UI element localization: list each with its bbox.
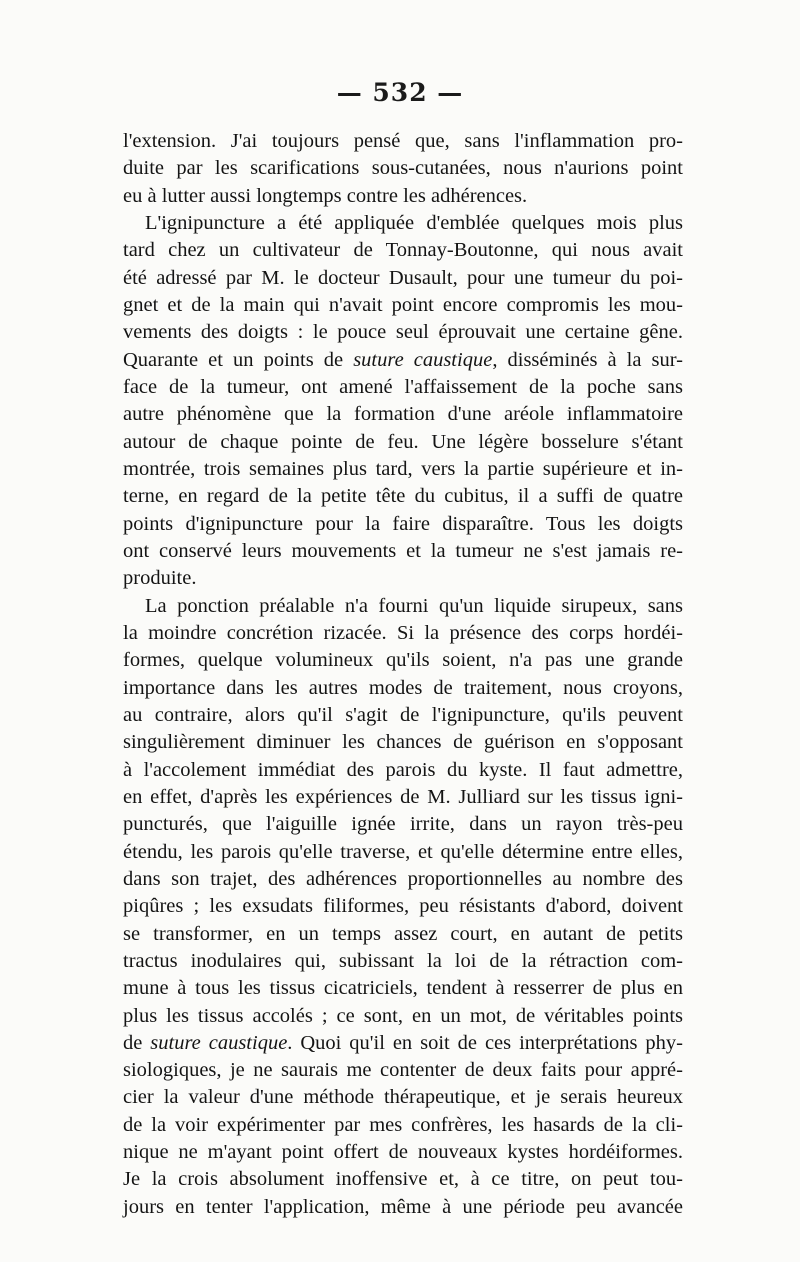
text-line: se transformer, en un temps assez court, en autant de petits [123, 922, 683, 945]
text-line: jours en tenter l'application, même à une période peu avancée [123, 1195, 683, 1218]
text-line: tard chez un cultivateur de Tonnay-Boutonne, qui nous avait [123, 239, 683, 262]
text-line: formes, quelque volumineux qu'ils soient, n'a pas une grande [123, 649, 683, 672]
text-line: tractus inodulaires qui, subissant la loi de la rétraction com- [123, 949, 683, 972]
text-line: l'extension. J'ai toujours pensé que, sans l'inflammation pro- [123, 130, 683, 152]
text-line: dans son trajet, des adhérences proportionnelles au nombre des [123, 867, 683, 890]
text-line: vements des doigts : le pouce seul éprouvait une certaine gêne. [123, 321, 683, 344]
text-line: produite. [123, 567, 197, 590]
text-line: duite par les scarifications sous-cutanées, nous n'aurions point [123, 157, 683, 180]
text-line: gnet et de la main qui n'avait point encore compromis les mou- [123, 293, 683, 316]
text-line: la moindre concrétion rizacée. Si la présence des corps hordéi- [123, 621, 683, 644]
text-line: autre phénomène que la formation d'une aréole inflammatoire [123, 403, 683, 426]
text-line: terne, en regard de la petite tête du cubitus, il a suffi de quatre [123, 485, 683, 508]
text-line: en effet, d'après les expériences de M. Julliard sur les tissus igni- [123, 785, 683, 808]
page-number-header: — 532 — [336, 78, 464, 107]
text-line: eu à lutter aussi longtemps contre les adhérences. [123, 184, 528, 207]
text-line: plus les tissus accolés ; ce sont, en un mot, de véritables points [123, 1004, 683, 1027]
text-line: piqûres ; les exsudats filiformes, peu résistants d'abord, doivent [123, 895, 683, 918]
text-line: points d'ignipuncture pour la faire disparaître. Tous les doigts [123, 512, 683, 535]
text-line: montrée, trois semaines plus tard, vers la partie supérieure et in- [123, 457, 683, 480]
text-line: au contraire, alors qu'il s'agit de l'ignipuncture, qu'ils peuvent [123, 703, 683, 726]
text-line: mune à tous les tissus cicatriciels, tendent à resserrer de plus en [123, 977, 683, 1000]
text-line: La ponction préalable n'a fourni qu'un liquide sirupeux, sans [145, 594, 683, 617]
body-text [123, 128, 683, 1221]
text-line: été adressé par M. le docteur Dusault, pour une tumeur du poi- [123, 266, 683, 289]
text-line: à l'accolement immédiat des parois du kyste. Il faut admettre, [123, 758, 683, 781]
text-line: nique ne m'ayant point offert de nouveaux kystes hordéiformes. [123, 1141, 683, 1164]
text-line: Je la crois absolument inoffensive et, à ce titre, on peut tou- [123, 1168, 683, 1191]
text-line: ont conservé leurs mouvements et la tumeur ne s'est jamais re- [123, 539, 683, 562]
text-line: de la voir expérimenter par mes confrères, les hasards de la cli- [123, 1113, 683, 1136]
text-line: de suture caustique. Quoi qu'il en soit de ces interprétations phy- [123, 1031, 683, 1054]
text-line: face de la tumeur, ont amené l'affaissement de la poche sans [123, 375, 683, 398]
text-line: Quarante et un points de suture caustique, disséminés à la sur- [123, 348, 684, 371]
text-line: étendu, les parois qu'elle traverse, et qu'elle détermine entre elles, [123, 840, 683, 863]
text-line: autour de chaque pointe de feu. Une légère bosselure s'étant [123, 430, 683, 453]
text-line: importance dans les autres modes de traitement, nous croyons, [123, 676, 683, 699]
text-line: puncturés, que l'aiguille ignée irrite, dans un rayon très-peu [123, 813, 683, 836]
text-line: singulièrement diminuer les chances de guérison en s'opposant [123, 731, 683, 754]
text-line: siologiques, je ne saurais me contenter de deux faits pour appré- [123, 1059, 683, 1082]
text-line: cier la valeur d'une méthode thérapeutique, et je serais heureux [123, 1086, 683, 1109]
text-line: L'ignipuncture a été appliquée d'emblée quelques mois plus [145, 211, 683, 234]
